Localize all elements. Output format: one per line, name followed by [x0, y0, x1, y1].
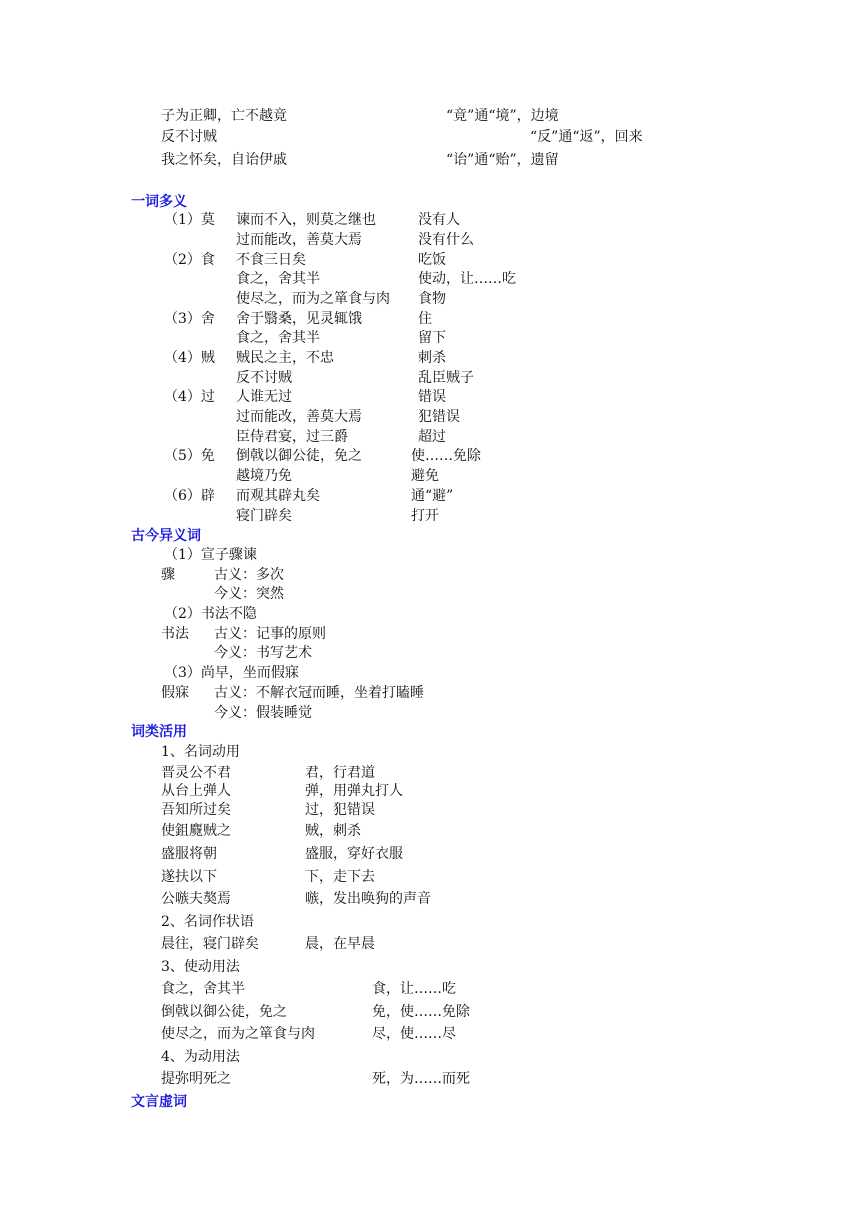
yici-label: （2）食	[164, 252, 215, 268]
tongjia-text: 我之怀矣，自诒伊戚	[161, 152, 287, 168]
gujin-sentence: （3）尚早，坐而假寐	[164, 665, 299, 681]
cilei-note: 下，走下去	[305, 869, 375, 885]
cilei-note: 晨，在早晨	[305, 936, 375, 952]
yici-text: 越境乃免	[236, 468, 292, 484]
cilei-note: 君，行君道	[305, 765, 375, 781]
yici-label: （4）贼	[164, 350, 215, 366]
gujin-gu: 古义：多次	[214, 567, 284, 583]
tongjia-text: 子为正卿，亡不越竟	[161, 108, 287, 124]
cilei-note: 盛服，穿好衣服	[305, 846, 403, 862]
tongjia-note: “诒”通“贻”，遗留	[446, 152, 559, 168]
cilei-section-title: 3、使动用法	[161, 959, 240, 975]
gujin-sentence: （2）书法不隐	[164, 606, 257, 622]
cilei-note: 死，为……而死	[372, 1071, 470, 1087]
yici-meaning: 留下	[418, 330, 446, 346]
yici-text: 倒戟以御公徒，免之	[236, 448, 362, 464]
tongjia-text: 反不讨贼	[161, 129, 217, 145]
yici-label: （4）过	[164, 389, 215, 405]
cilei-text: 盛服将朝	[161, 846, 217, 862]
yici-meaning: 住	[418, 311, 432, 327]
yici-label: （5）免	[164, 448, 215, 464]
cilei-text: 晨往，寝门辟矣	[161, 936, 259, 952]
cilei-text: 公嗾夫獒焉	[161, 891, 231, 907]
tongjia-note: “反”通“返”，回来	[530, 129, 643, 145]
yici-meaning: 打开	[411, 508, 439, 524]
cilei-text: 食之，舍其半	[161, 981, 245, 997]
cilei-text: 吾知所过矣	[161, 802, 231, 818]
cilei-text: 晋灵公不君	[161, 765, 231, 781]
gujin-jin: 今义：书写艺术	[214, 645, 312, 661]
tongjia-note: “竟”通“境”，边境	[446, 108, 559, 124]
yici-meaning: 食物	[418, 291, 446, 307]
section-heading-cilei: 词类活用	[131, 724, 187, 740]
gujin-word: 书法	[161, 626, 189, 642]
cilei-note: 免，使……免除	[372, 1004, 470, 1020]
cilei-text: 从台上弹人	[161, 783, 231, 799]
yici-text: 反不讨贼	[236, 370, 292, 386]
cilei-note: 嗾，发出唤狗的声音	[305, 891, 431, 907]
cilei-note: 过，犯错误	[305, 802, 375, 818]
yici-meaning: 没有人	[418, 212, 460, 228]
yici-meaning: 使动，让……吃	[418, 271, 516, 287]
yici-meaning: 避免	[411, 468, 439, 484]
yici-text: 而观其辟丸矣	[236, 488, 320, 504]
gujin-jin: 今义：突然	[214, 586, 284, 602]
gujin-gu: 古义：不解衣冠而睡，坐着打瞌睡	[214, 685, 424, 701]
yici-meaning: 超过	[418, 429, 446, 445]
cilei-text: 使鉏麑贼之	[161, 823, 231, 839]
yici-meaning: 刺杀	[418, 350, 446, 366]
cilei-text: 提弥明死之	[161, 1071, 231, 1087]
yici-label: （3）舍	[164, 311, 215, 327]
yici-meaning: 通“避”	[411, 488, 454, 504]
cilei-text: 倒戟以御公徒，免之	[161, 1004, 287, 1020]
section-heading-gujin: 古今异义词	[131, 528, 201, 544]
cilei-section-title: 4、为动用法	[161, 1049, 240, 1065]
yici-text: 不食三日矣	[236, 252, 306, 268]
yici-meaning: 吃饭	[418, 252, 446, 268]
yici-text: 过而能改，善莫大焉	[236, 232, 362, 248]
yici-text: 谏而不入，则莫之继也	[236, 212, 376, 228]
yici-text: 贼民之主，不忠	[236, 350, 334, 366]
yici-text: 臣侍君宴，过三爵	[236, 429, 348, 445]
gujin-jin: 今义：假装睡觉	[214, 705, 312, 721]
yici-text: 过而能改，善莫大焉	[236, 409, 362, 425]
yici-meaning: 乱臣贼子	[418, 370, 474, 386]
section-heading-yici: 一词多义	[131, 194, 187, 210]
yici-meaning: 使……免除	[411, 448, 481, 464]
cilei-note: 尽，使……尽	[372, 1026, 456, 1042]
yici-meaning: 没有什么	[418, 232, 474, 248]
gujin-sentence: （1）宣子骤谏	[164, 547, 257, 563]
cilei-section-title: 2、名词作状语	[161, 914, 254, 930]
yici-text: 人谁无过	[236, 389, 292, 405]
yici-text: 食之，舍其半	[236, 330, 320, 346]
gujin-word: 假寐	[161, 685, 189, 701]
cilei-note: 食，让……吃	[372, 981, 456, 997]
yici-text: 食之，舍其半	[236, 271, 320, 287]
cilei-text: 遂扶以下	[161, 869, 217, 885]
yici-label: （1）莫	[164, 212, 215, 228]
yici-label: （6）辟	[164, 488, 215, 504]
yici-text: 寝门辟矣	[236, 508, 292, 524]
gujin-gu: 古义：记事的原则	[214, 626, 326, 642]
cilei-section-title: 1、名词动用	[161, 744, 240, 760]
yici-text: 舍于翳桑，见灵辄饿	[236, 311, 362, 327]
yici-text: 使尽之，而为之箪食与肉	[236, 291, 390, 307]
yici-meaning: 犯错误	[418, 409, 460, 425]
gujin-word: 骤	[161, 567, 175, 583]
cilei-text: 使尽之，而为之箪食与肉	[161, 1026, 315, 1042]
cilei-note: 贼，刺杀	[305, 823, 361, 839]
cilei-note: 弹，用弹丸打人	[305, 783, 403, 799]
section-heading-wenyan: 文言虚词	[131, 1094, 187, 1110]
yici-meaning: 错误	[418, 389, 446, 405]
